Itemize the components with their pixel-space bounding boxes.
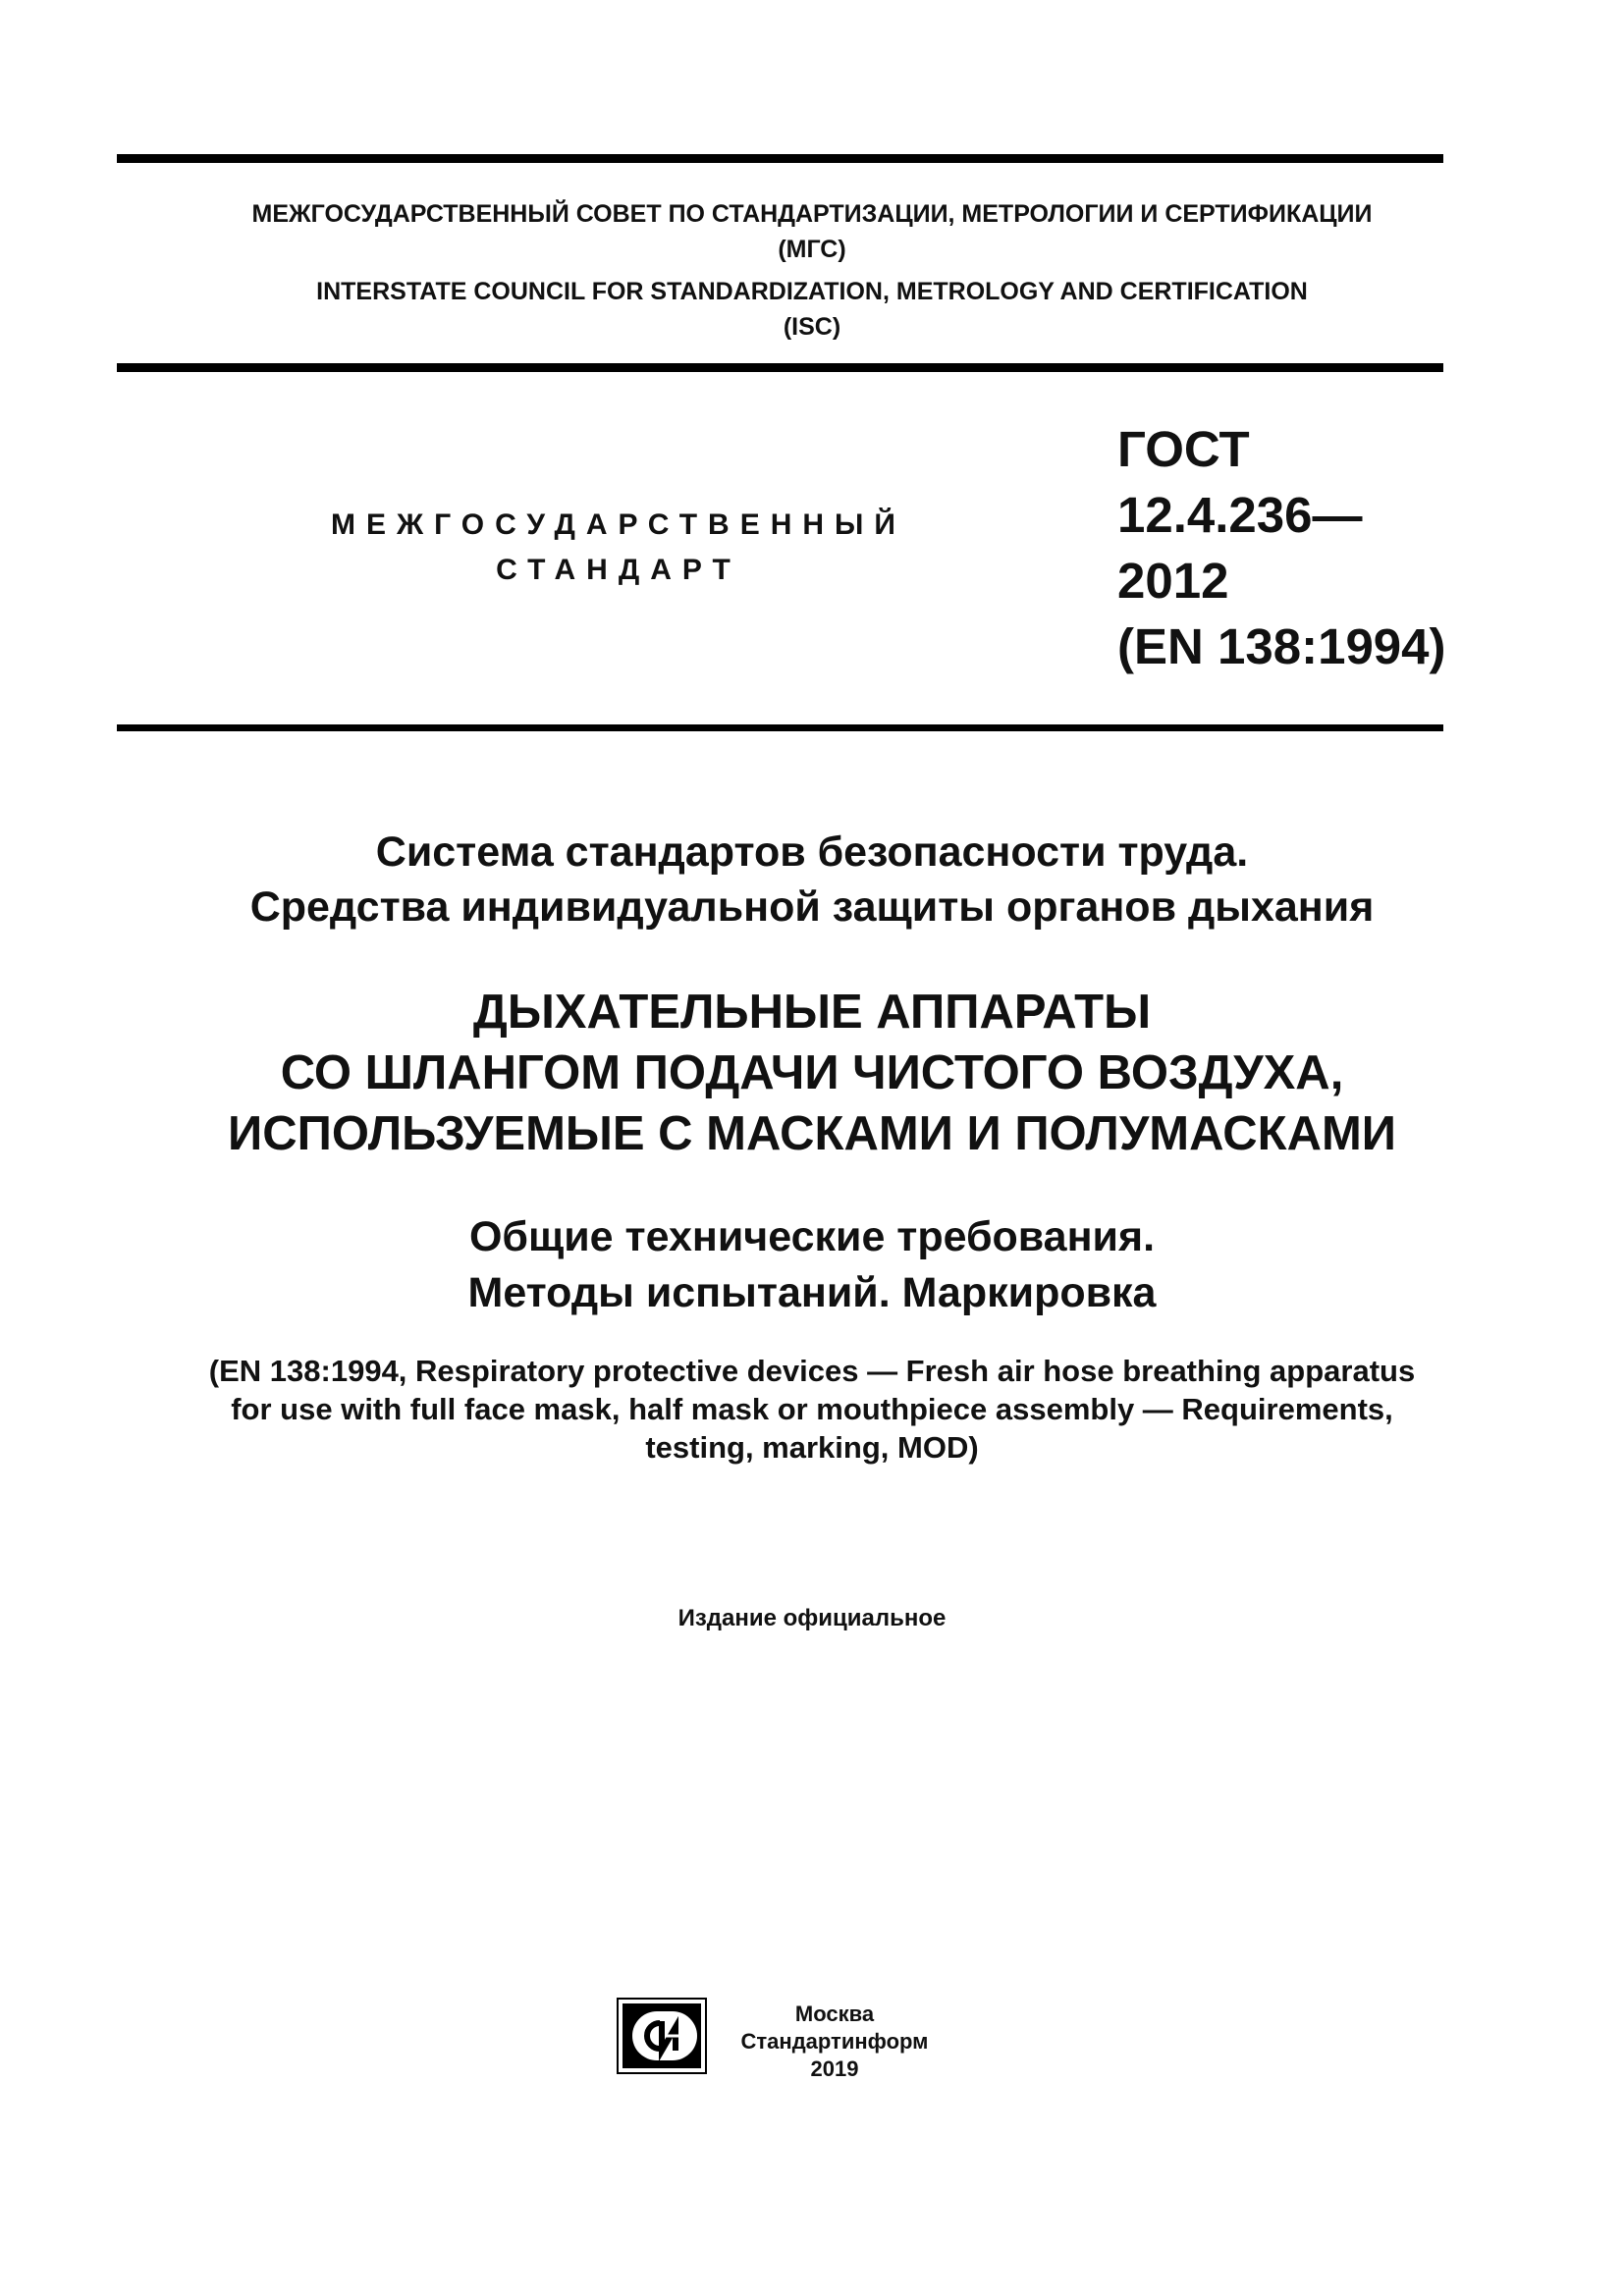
- designation-number: 12.4.236—: [1117, 487, 1363, 543]
- main-title-line1: ДЫХАТЕЛЬНЫЕ АППАРАТЫ: [472, 986, 1152, 1039]
- council-abbr-en: (ISC): [783, 313, 841, 341]
- council-name-ru: МЕЖГОСУДАРСТВЕННЫЙ СОВЕТ ПО СТАНДАРТИЗАЦИИ, МЕТРОЛОГИИ И СЕРТИФИКАЦИИ: [251, 200, 1373, 228]
- en-reference-line2: for use with full face mask, half mask or mouthpiece assembly — Requirements,: [231, 1392, 1393, 1426]
- council-name-en: INTERSTATE COUNCIL FOR STANDARDIZATION, METROLOGY AND CERTIFICATION: [316, 278, 1308, 305]
- top-rule: [117, 154, 1443, 163]
- council-rule: [117, 363, 1443, 372]
- main-title-line2: СО ШЛАНГОМ ПОДАЧИ ЧИСТОГО ВОЗДУХА,: [280, 1046, 1344, 1099]
- subtitle: [0, 1209, 1624, 1321]
- subtitle-line1: Общие технические требования.: [468, 1213, 1156, 1260]
- subtitle-line2: Методы испытаний. Маркировка: [467, 1269, 1157, 1316]
- main-title-line3: ИСПОЛЬЗУЕМЫЕ С МАСКАМИ И ПОЛУМАСКАМИ: [228, 1107, 1396, 1160]
- designation-gost: ГОСТ: [1117, 421, 1250, 477]
- standard-label-line2: СТАНДАРТ: [496, 554, 741, 586]
- series-title-line2: Средства индивидуальной защиты органов дыхания: [249, 883, 1375, 931]
- series-title-line1: Система стандартов безопасности труда.: [375, 828, 1249, 876]
- council-abbr-ru: (МГС): [778, 236, 846, 263]
- en-reference-line3: testing, marking, MOD): [645, 1430, 979, 1465]
- designation-year: 2012: [1117, 553, 1229, 609]
- standard-designation: [1117, 416, 1446, 679]
- designation-rule: [117, 724, 1443, 731]
- publisher-city: Москва: [794, 2002, 875, 2026]
- publisher: [731, 2001, 938, 2083]
- main-title: [0, 982, 1624, 1164]
- standard-label: [265, 503, 972, 593]
- publisher-name: Стандартинформ: [740, 2029, 929, 2054]
- designation-en: (EN 138:1994): [1117, 618, 1446, 674]
- en-reference-line1: (EN 138:1994, Respiratory protective devices — Fresh air hose breathing apparatus: [208, 1354, 1416, 1388]
- standartinform-logo-icon: [617, 1998, 707, 2074]
- publisher-year: 2019: [810, 2056, 859, 2081]
- edition-label: Издание официальное: [677, 1605, 947, 1631]
- series-title: [0, 825, 1624, 934]
- standard-label-line1: МЕЖГОСУДАРСТВЕННЫЙ: [331, 508, 906, 541]
- council-header: [0, 196, 1624, 345]
- en-reference: [0, 1352, 1624, 1467]
